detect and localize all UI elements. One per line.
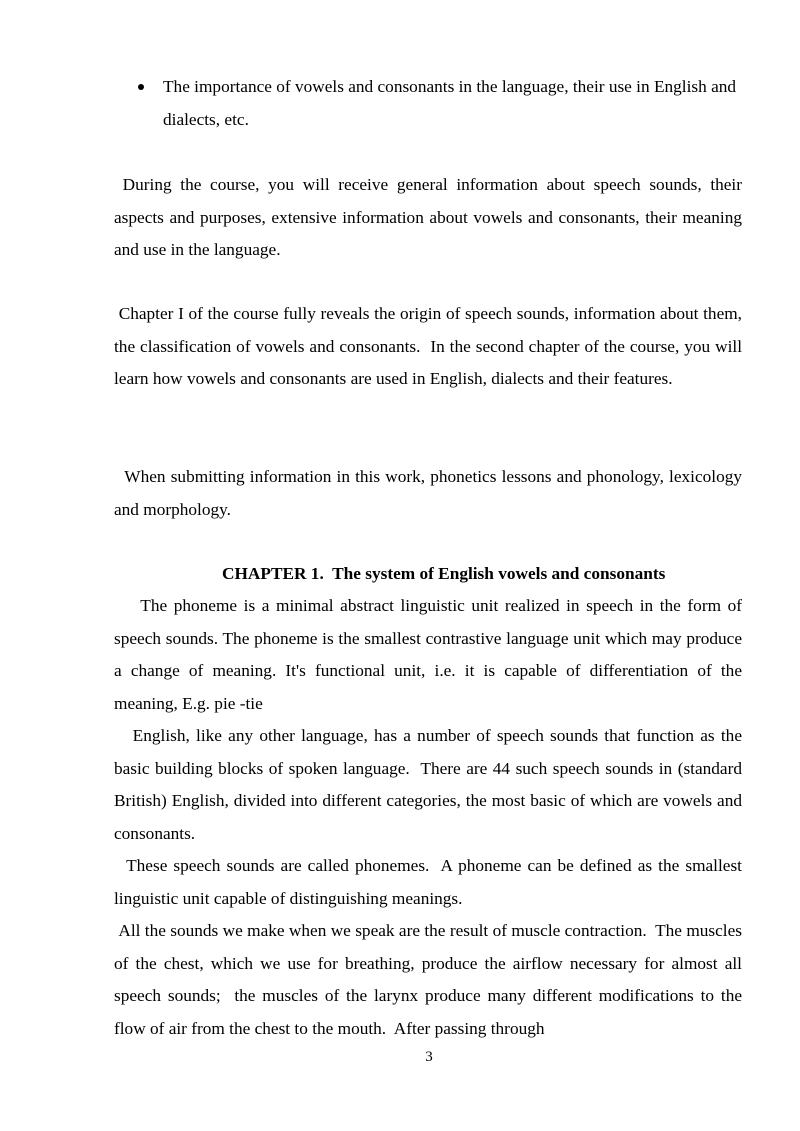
chapter-heading: CHAPTER 1. The system of English vowels and consonants [222,564,666,583]
bullet-item-text: The importance of vowels and consonants in the language, their use in English and dialects, etc. [163,77,737,129]
page-number: 3 [425,1049,433,1065]
paragraph-submitting-info: When submitting information in this work, phonetics lessons and phonology, lexicology and morphology. [114,467,742,519]
bullet-icon [138,84,144,90]
paragraph-chapter-overview: Chapter I of the course fully reveals the origin of speech sounds, information about them, the classification of vowels and consonants. In the second chapter of the course, you will learn how vowels and consonants are used in English, dialects and their features. [114,304,742,388]
paragraph-phonemes: These speech sounds are called phonemes. A phoneme can be defined as the smallest linguistic unit capable of distinguishing meanings. [114,856,742,908]
paragraph-phoneme-definition: The phoneme is a minimal abstract linguistic unit realized in speech in the form of speech sounds. The phoneme is the smallest contrastive language unit which may produce a change of meaning. It's functional unit, i.e. it is capable of differentiation of the meaning, E.g. pie -tie [114,596,742,713]
paragraph-course-info: During the course, you will receive general information about speech sounds, their aspects and purposes, extensive information about vowels and consonants, their meaning and use in the language. [114,175,742,259]
paragraph-muscle-contraction: All the sounds we make when we speak are the result of muscle contraction. The muscles of the chest, which we use for breathing, produce the airflow necessary for almost all speech sounds; the muscles of the larynx produce many different modifications to the flow of air from the chest to the mouth. After passing through [114,921,742,1038]
paragraph-english-speech-sounds: English, like any other language, has a number of speech sounds that function as the basic building blocks of spoken language. There are 44 such speech sounds in (standard British) English, divided into different categories, the most basic of which are vowels and consonants. [114,726,742,843]
